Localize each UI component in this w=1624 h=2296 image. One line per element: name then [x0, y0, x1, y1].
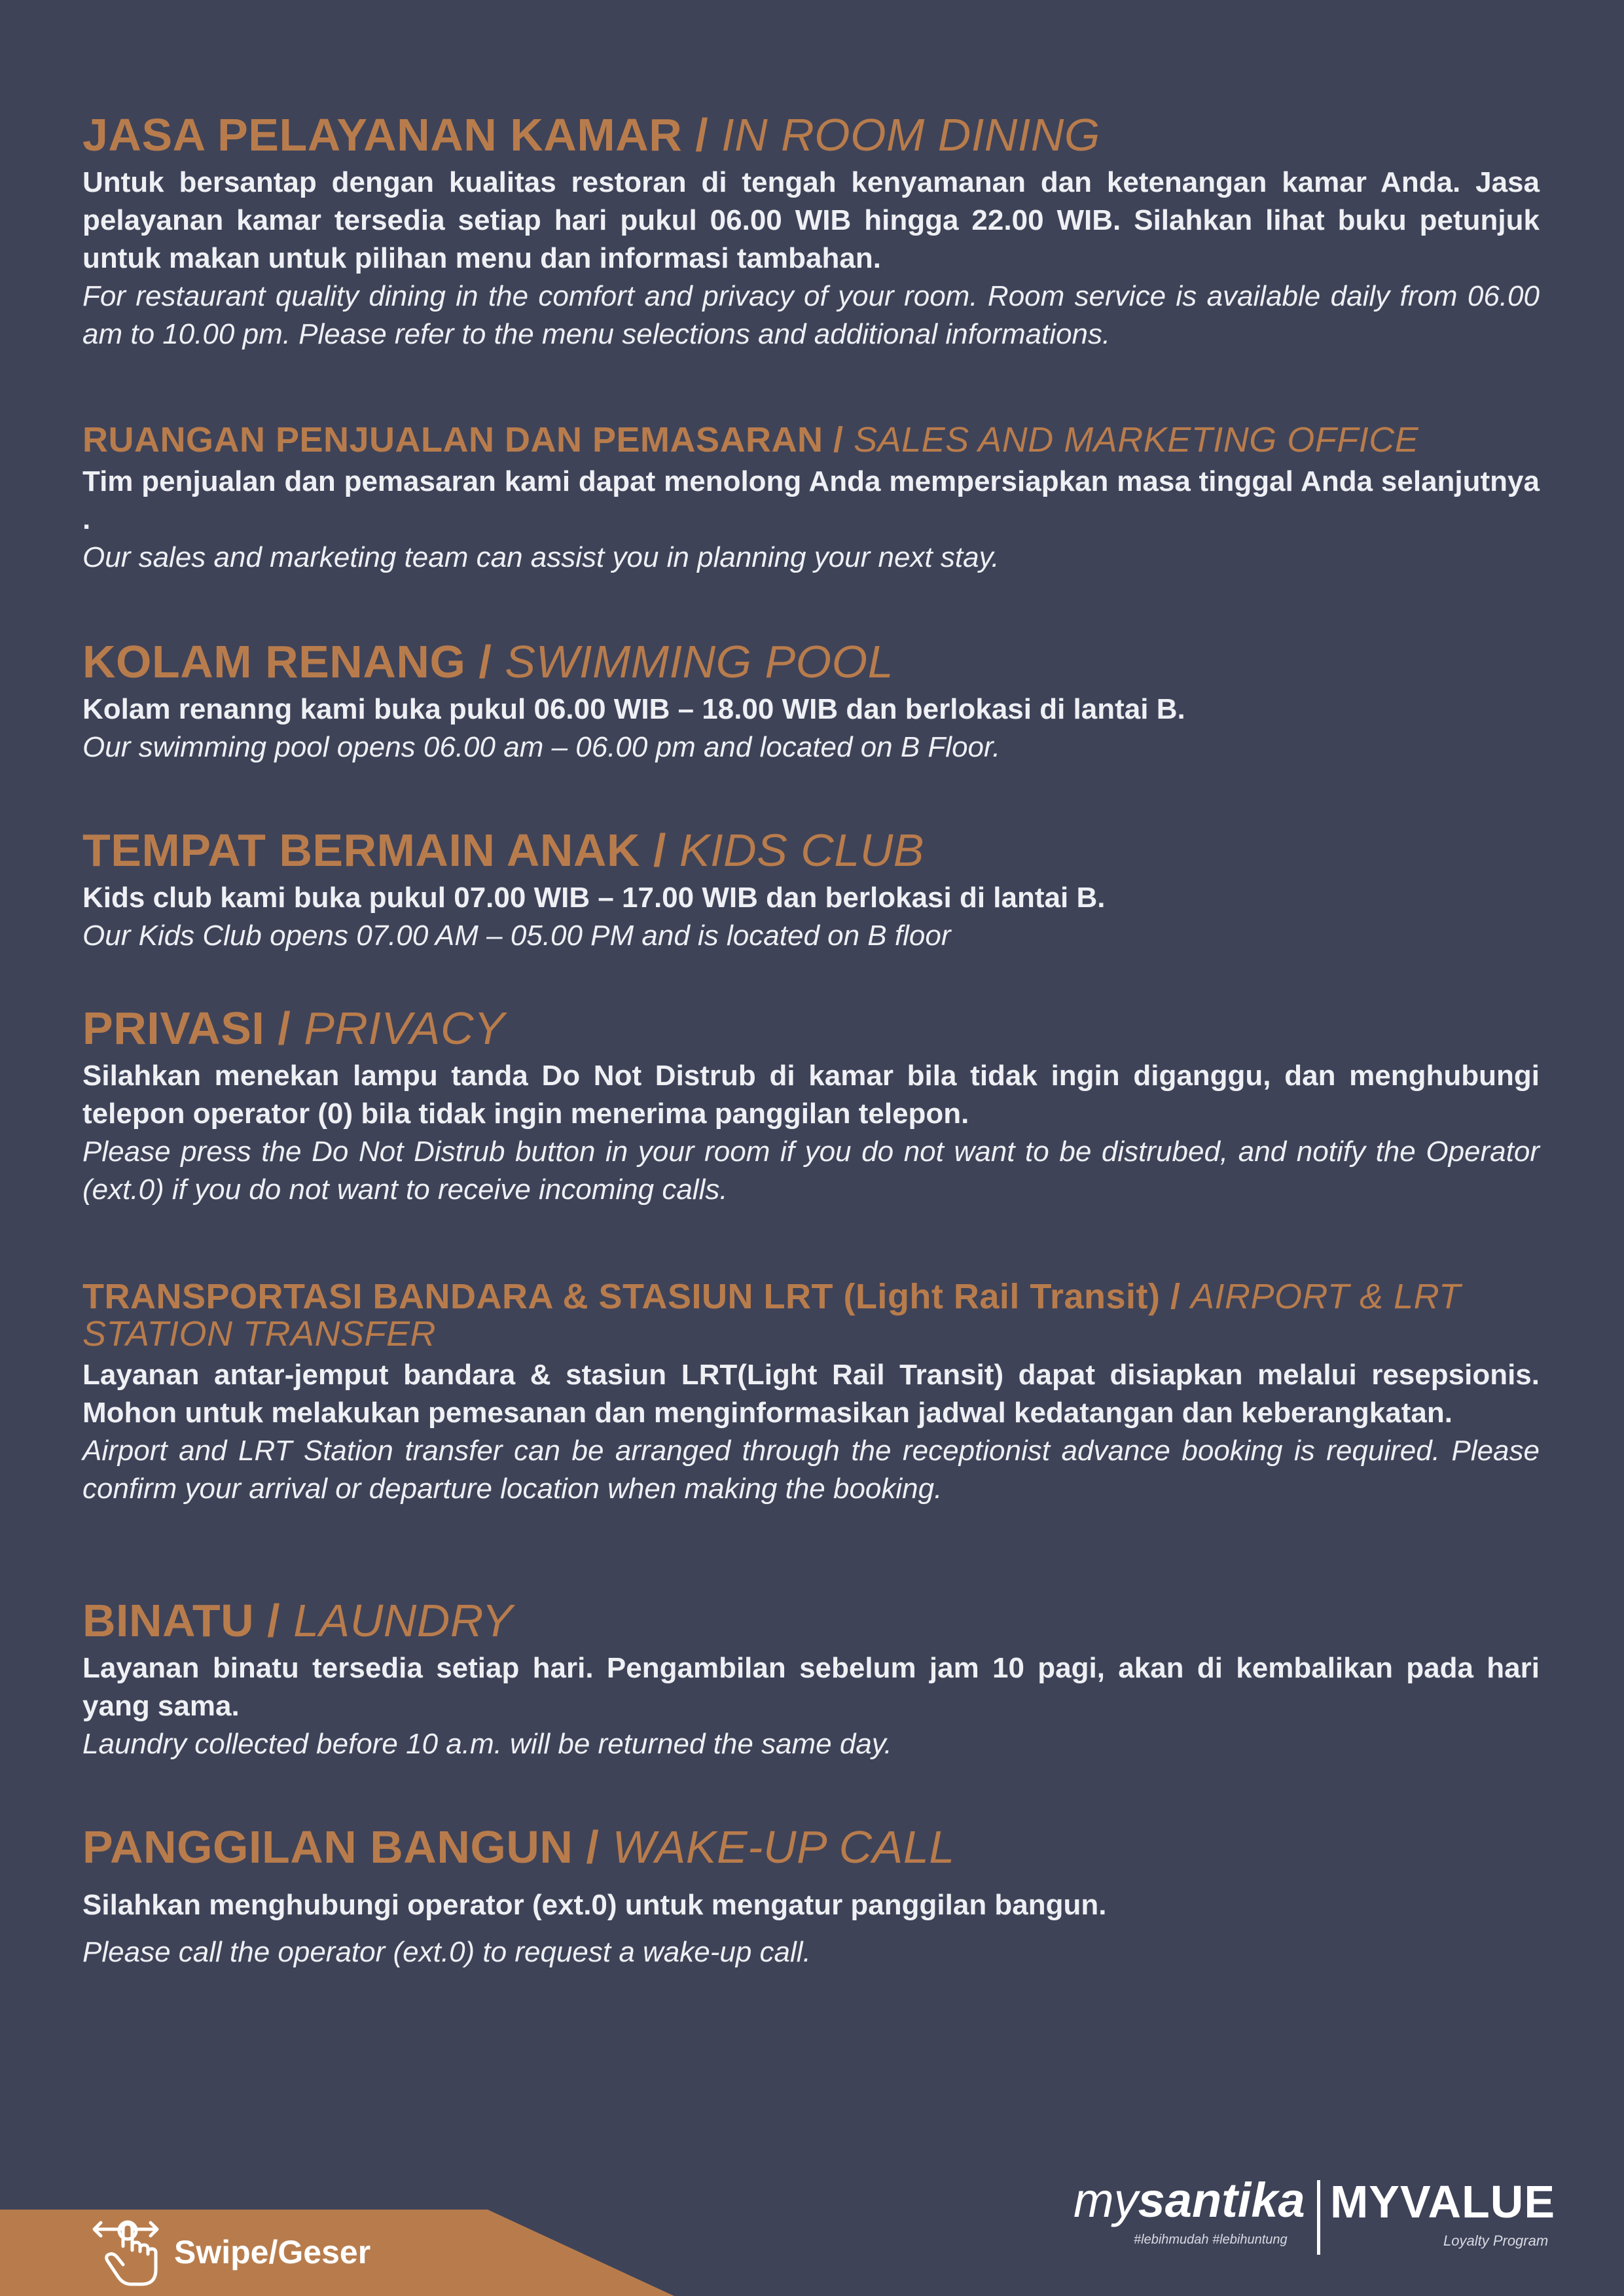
section-title: PRIVASI / PRIVACY — [82, 1003, 505, 1054]
section-title: BINATU / LAUNDRY — [82, 1595, 513, 1646]
section-text-indonesian: Layanan antar-jemput bandara & stasiun LRT(Light Rail Transit) dapat disiapkan melalui resepsionis. Mohon untuk melakukan pemesanan dan menginformasikan jadwal kedatangan dan keberangkatan. — [82, 1359, 1540, 1429]
brand-divider — [1317, 2180, 1320, 2255]
section-title: RUANGAN PENJUALAN DAN PEMASARAN / SALES AND MARKETING OFFICE — [82, 420, 1419, 459]
section-title: JASA PELAYANAN KAMAR / IN ROOM DINING — [82, 109, 1100, 160]
section-title: KOLAM RENANG / SWIMMING POOL — [82, 636, 894, 687]
myvalue-logo: MYVALUE — [1330, 2176, 1556, 2227]
section-swimming-pool — [82, 638, 1540, 766]
section-sales-marketing — [82, 422, 1540, 577]
section-text-indonesian: Kolam renanng kami buka pukul 06.00 WIB – 18.00 WIB dan berlokasi di lantai B. — [82, 692, 1185, 725]
section-title: TEMPAT BERMAIN ANAK / KIDS CLUB — [82, 825, 924, 876]
section-text-english: For restaurant quality dining in the comfort and privacy of your room. Room service is available daily from 06.00 am to 10.00 pm. Please refer to the menu selections and additional informations. — [82, 279, 1540, 350]
brand-logo — [1074, 2173, 1556, 2261]
mysantika-logo: mysantika — [1074, 2173, 1305, 2227]
section-text-indonesian: Layanan binatu tersedia setiap hari. Pengambilan sebelum jam 10 pagi, akan di kembalikan pada hari yang sama. — [82, 1651, 1540, 1722]
section-text-english: Please press the Do Not Distrub button in your room if you do not want to be distrubed, and notify the Operator (ext.0) if you do not want to receive incoming calls. — [82, 1135, 1540, 1206]
section-text-english: Laundry collected before 10 a.m. will be returned the same day. — [82, 1727, 892, 1760]
section-title: TRANSPORTASI BANDARA & STASIUN LRT (Light Rail Transit) / AIRPORT & LRT STATION TRANSFER — [82, 1277, 1461, 1354]
section-text-english: Our sales and marketing team can assist you in planning your next stay. — [82, 541, 1000, 573]
swipe-hand-icon[interactable] — [89, 2214, 162, 2288]
section-wake-up-call — [82, 1823, 1540, 1971]
section-text-english: Please call the operator (ext.0) to request a wake-up call. — [82, 1935, 811, 1968]
section-text-indonesian: Tim penjualan dan pemasaran kami dapat menolong Anda mempersiapkan masa tinggal Anda selanjutnya . — [82, 465, 1540, 535]
section-title: PANGGILAN BANGUN / WAKE-UP CALL — [82, 1821, 955, 1873]
swipe-label[interactable]: Swipe/Geser — [174, 2234, 371, 2270]
section-kids-club — [82, 827, 1540, 955]
section-text-english: Airport and LRT Station transfer can be arranged through the receptionist advance booking is required. Please confirm your arrival or departure location when making the booking. — [82, 1435, 1540, 1505]
section-text-indonesian: Silahkan menekan lampu tanda Do Not Distrub di kamar bila tidak ingin diganggu, dan menghubungi telepon operator (0) bila tidak ingin menerima panggilan telepon. — [82, 1059, 1540, 1130]
section-text-english: Our Kids Club opens 07.00 AM – 05.00 PM and is located on B floor — [82, 919, 951, 952]
section-text-english: Our swimming pool opens 06.00 am – 06.00 pm and located on B Floor. — [82, 730, 1001, 763]
brand-tagline: #lebihmudah #lebihuntung — [1134, 2233, 1288, 2247]
section-text-indonesian: Kids club kami buka pukul 07.00 WIB – 17.00 WIB dan berlokasi di lantai B. — [82, 881, 1106, 914]
section-privacy — [82, 1005, 1540, 1209]
loyalty-program-label: Loyalty Program — [1443, 2233, 1549, 2249]
section-text-indonesian: Silahkan menghubungi operator (ext.0) untuk mengatur panggilan bangun. — [82, 1888, 1107, 1921]
section-in-room-dining — [82, 111, 1540, 353]
section-airport-transfer — [82, 1278, 1540, 1508]
section-text-indonesian: Untuk bersantap dengan kualitas restoran di tengah kenyamanan dan ketenangan kamar Anda. Jasa pelayanan kamar tersedia setiap hari pukul 06.00 WIB hingga 22.00 WIB. Silahkan lihat buku petunjuk untuk makan untuk pilihan menu dan informasi tambahan. — [82, 166, 1540, 274]
section-laundry — [82, 1597, 1540, 1763]
